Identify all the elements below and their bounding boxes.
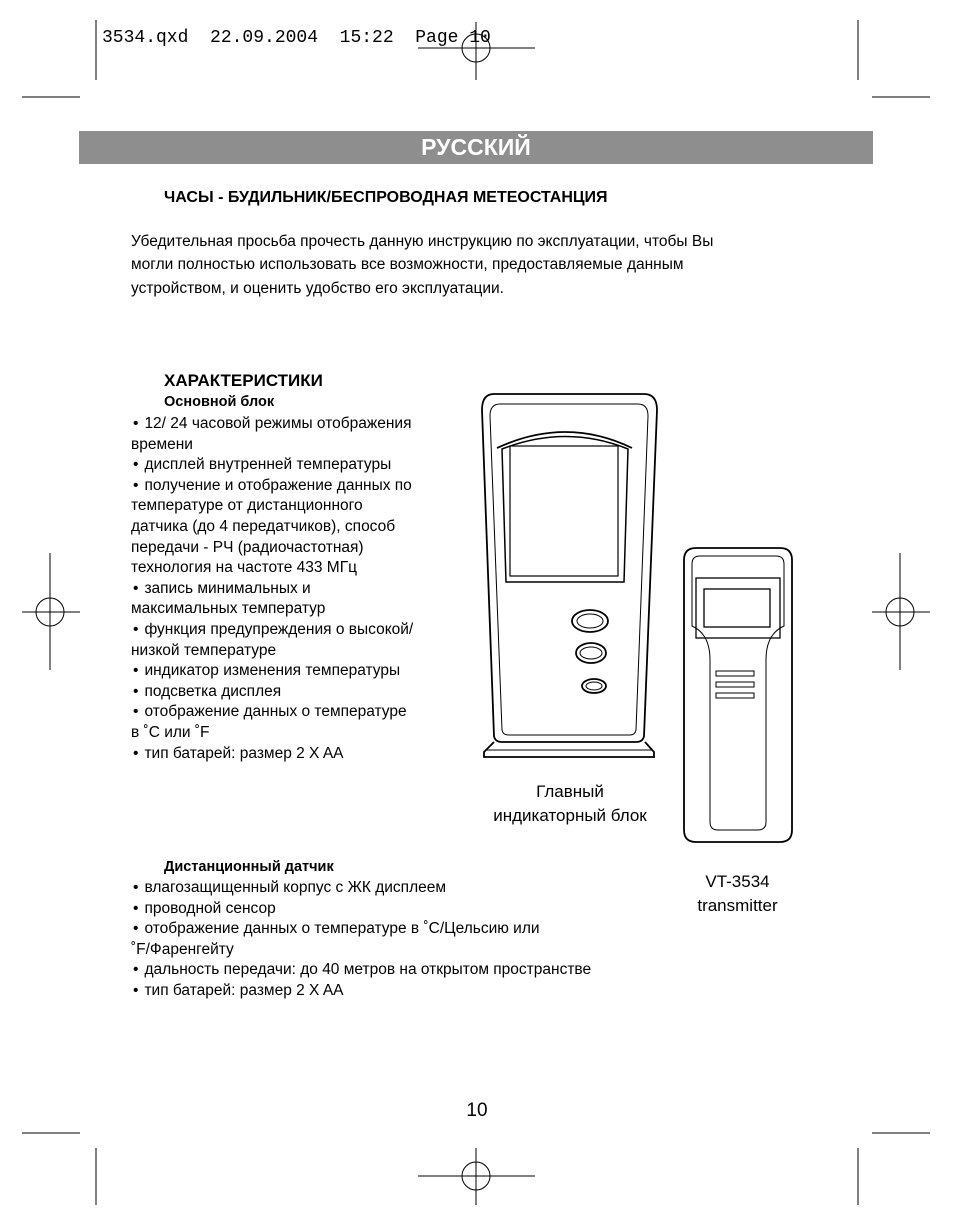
intro-paragraph xyxy=(131,231,831,301)
list-item: • получение и отображение данных по температуре от дистанционного датчика (до 4 передатчиков), способ передачи - РЧ (радиочастотная) технология на частоте 433 МГц xyxy=(131,476,466,579)
main-unit-feature-list xyxy=(131,414,466,764)
transmitter-illustration xyxy=(684,548,792,842)
language-bar xyxy=(79,131,873,164)
remote-sensor-subheading: Дистанционный датчик xyxy=(164,859,334,875)
registration-mark-bottom xyxy=(418,1148,535,1205)
list-item: • индикатор изменения температуры xyxy=(131,661,466,682)
language-label: РУССКИЙ xyxy=(421,134,531,160)
main-unit-illustration xyxy=(482,394,657,757)
page-title: ЧАСЫ - БУДИЛЬНИК/БЕСПРОВОДНАЯ МЕТЕОСТАНЦИЯ xyxy=(164,189,608,206)
list-item: • дальность передачи: до 40 метров на открытом пространстве xyxy=(131,960,751,981)
list-item: • функция предупреждения о высокой/ низкой температуре xyxy=(131,620,466,661)
intro-line: устройством, и оценить удобство его эксплуатации. xyxy=(131,280,504,297)
list-item: • отображение данных о температуре в ˚С/Цельсию или ˚F/Фаренгейту xyxy=(131,919,751,960)
specs-heading: ХАРАКТЕРИСТИКИ xyxy=(164,371,323,390)
main-unit-subheading: Основной блок xyxy=(164,394,275,410)
page-number: 10 xyxy=(466,1100,488,1121)
transmitter-caption: VT-3534 transmitter xyxy=(697,872,778,915)
list-item: • 12/ 24 часовой режимы отображения времени xyxy=(131,414,466,455)
print-header: 3534.qxd 22.09.2004 15:22 Page 10 xyxy=(102,28,491,48)
list-item: • влагозащищенный корпус с ЖК дисплеем xyxy=(131,878,751,899)
remote-sensor-feature-list xyxy=(131,878,751,1002)
list-item: • запись минимальных и максимальных температур xyxy=(131,579,466,620)
intro-line: могли полностью использовать все возможности, предоставляемые данным xyxy=(131,255,684,273)
list-item: • подсветка дисплея xyxy=(131,682,466,703)
list-item: • проводной сенсор xyxy=(131,899,751,920)
registration-mark-left xyxy=(22,553,80,670)
list-item: • дисплей внутренней температуры xyxy=(131,455,466,476)
main-unit-caption: Главный индикаторный блок xyxy=(493,782,647,825)
list-item: • тип батарей: размер 2 X AA xyxy=(131,744,466,765)
intro-line: Убедительная просьба прочесть данную инструкцию по эксплуатации, чтобы Вы xyxy=(131,233,714,250)
list-item: • отображение данных о температуре в ˚С или ˚F xyxy=(131,702,466,743)
list-item: • тип батарей: размер 2 X AA xyxy=(131,981,751,1002)
registration-mark-right xyxy=(872,553,930,670)
